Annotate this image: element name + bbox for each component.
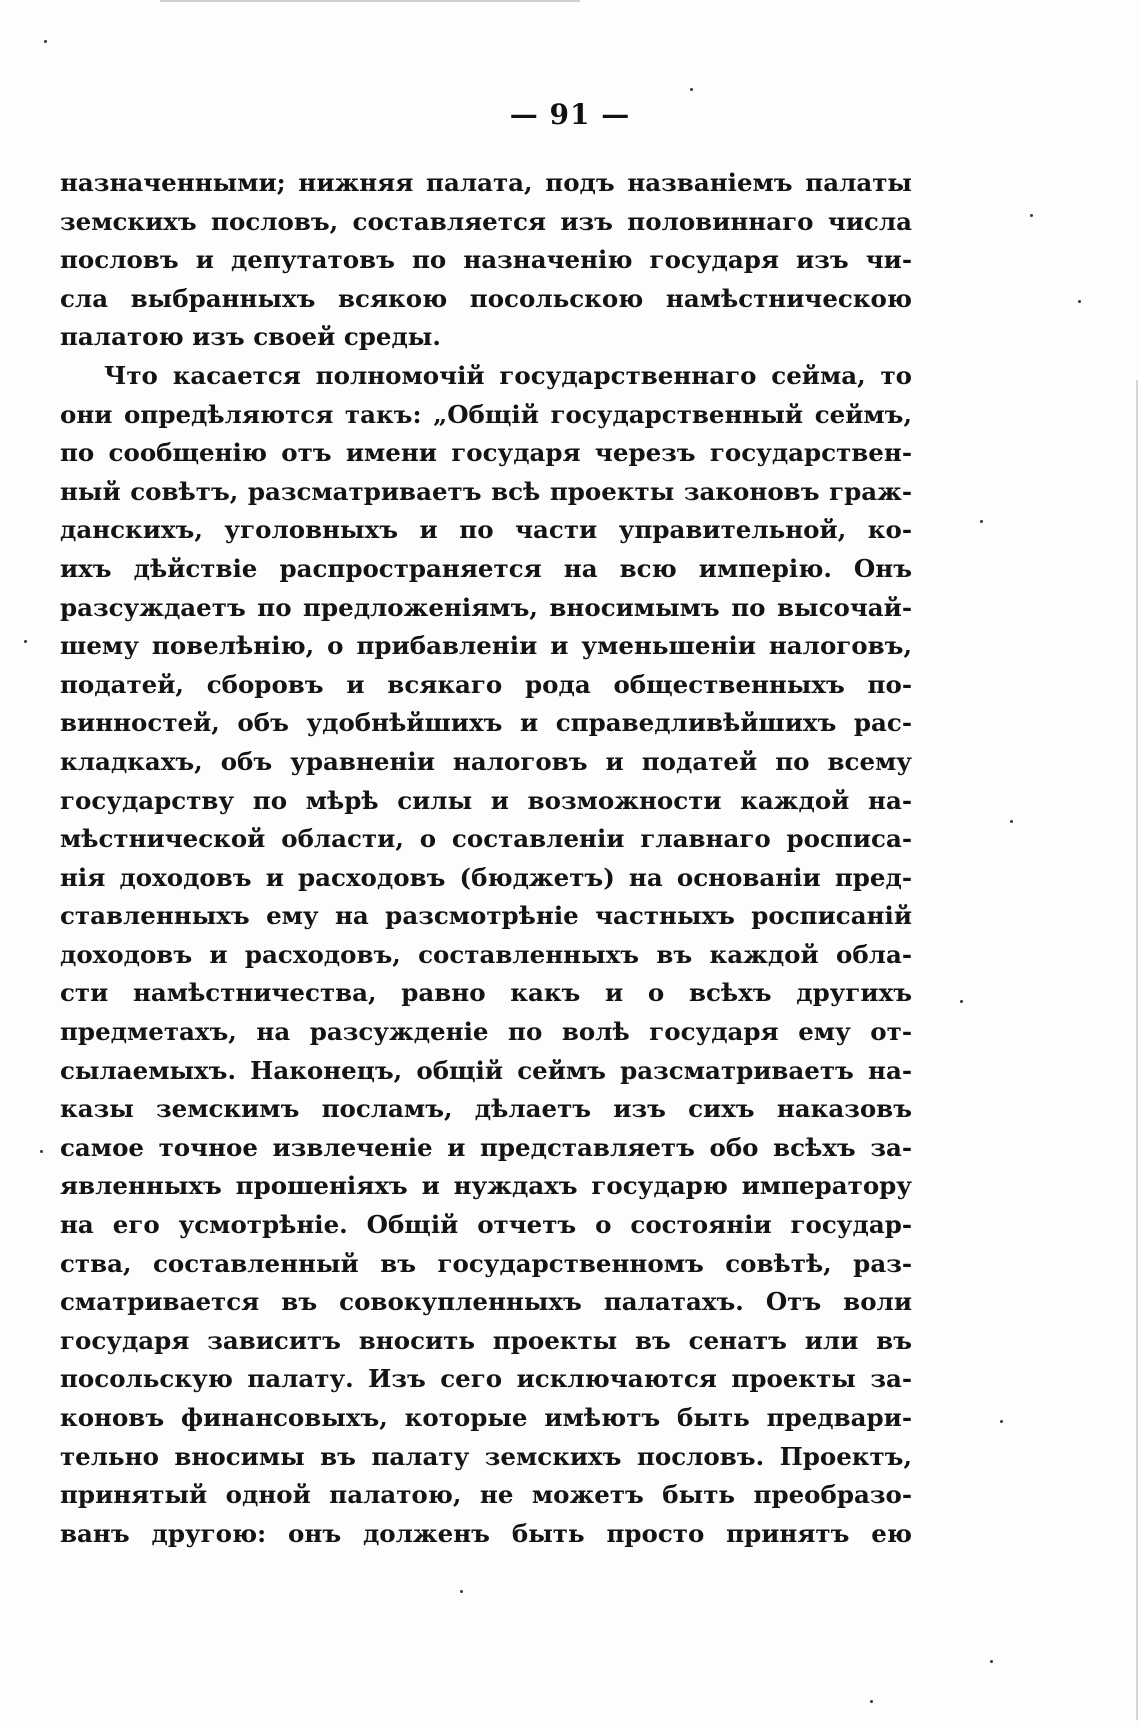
- scan-speck: [990, 1660, 993, 1663]
- page-right-edge: [1136, 380, 1138, 1720]
- text-line: ный совѣтъ, разсматриваетъ всѣ проекты законовъ граж-: [60, 476, 912, 506]
- text-line: земскихъ пословъ, составляется изъ половиннаго числа: [60, 206, 912, 236]
- text-line: государя зависитъ вносить проекты въ сенатъ или въ: [60, 1325, 912, 1355]
- text-line: коновъ финансовыхъ, которые имѣютъ быть предвари-: [60, 1403, 912, 1432]
- page-number: — 91 —: [509, 98, 631, 131]
- text-line: шему повелѣнію, о прибавленіи и уменьшеніи налоговъ,: [60, 631, 912, 661]
- text-line: ихъ дѣйствіе распространяется на всю имперію. Онъ: [60, 553, 912, 583]
- scan-speck: [44, 40, 47, 43]
- text-line: ставленныхъ ему на разсмотрѣніе частныхъ росписаній: [60, 901, 912, 931]
- scan-speck: [40, 1150, 43, 1153]
- text-line: нія доходовъ и расходовъ (бюджетъ) на основаніи пред-: [60, 862, 912, 892]
- text-line: сматривается въ совокупленныхъ палатахъ. Отъ воли: [60, 1287, 912, 1317]
- text-line: посольскую палату. Изъ сего исключаются проекты за-: [60, 1364, 912, 1394]
- text-line: винностей, объ удобнѣйшихъ и справедливѣйшихъ рас-: [60, 708, 912, 738]
- text-line: сла выбранныхъ всякою посольскою намѣстническою: [60, 283, 912, 313]
- text-line: явленныхъ прошеніяхъ и нуждахъ государю императору: [60, 1171, 912, 1201]
- scan-speck: [980, 520, 983, 523]
- text-line: мѣстнической области, о составленіи главнаго росписа-: [60, 824, 912, 854]
- text-line: пословъ и депутатовъ по назначенію государя изъ чи-: [60, 245, 912, 275]
- text-line: ства, составленный въ государственномъ совѣтѣ, раз-: [60, 1248, 912, 1278]
- scan-speck: [460, 1590, 463, 1593]
- scan-speck: [1010, 820, 1013, 823]
- scan-speck: [1078, 300, 1081, 303]
- text-line: назначенными; нижняя палата, подъ названіемъ палаты: [60, 168, 912, 197]
- text-line: по сообщенію отъ имени государя черезъ государствен-: [60, 438, 912, 468]
- body-text: [60, 164, 912, 1553]
- scan-speck: [690, 88, 693, 91]
- scan-speck: [1030, 214, 1033, 217]
- text-line: кладкахъ, объ уравненіи налоговъ и податей по всему: [60, 746, 912, 776]
- text-line: сти намѣстничества, равно какъ и о всѣхъ другихъ: [60, 978, 912, 1008]
- text-line: податей, сборовъ и всякаго рода общественныхъ по-: [60, 669, 912, 699]
- text-line: разсуждаетъ по предложеніямъ, вносимымъ по высочай-: [60, 592, 912, 622]
- scan-speck: [1000, 1420, 1003, 1423]
- scan-speck: [24, 640, 27, 643]
- text-line: принятый одной палатою, не можетъ быть преобразо-: [60, 1480, 912, 1510]
- scan-speck: [960, 1000, 963, 1003]
- text-line: ванъ другою: онъ долженъ быть просто принятъ ею: [60, 1518, 912, 1548]
- text-line: тельно вносимы въ палату земскихъ пословъ. Проектъ,: [60, 1441, 912, 1471]
- text-line: данскихъ, уголовныхъ и по части управительной, ко-: [60, 515, 912, 545]
- paragraph: [60, 357, 912, 1553]
- text-line: доходовъ и расходовъ, составленныхъ въ каждой обла-: [60, 939, 912, 969]
- text-line: Что касается полномочій государственнаго сейма, то: [104, 360, 912, 390]
- text-line: самое точное извлеченіе и представляетъ обо всѣхъ за-: [60, 1132, 912, 1162]
- text-line: казы земскимъ посламъ, дѣлаетъ изъ сихъ наказовъ: [60, 1094, 912, 1124]
- text-line: предметахъ, на разсужденіе по волѣ государя ему от-: [60, 1017, 912, 1047]
- text-line: сылаемыхъ. Наконецъ, общій сеймъ разсматриваетъ на-: [60, 1055, 912, 1085]
- scan-speck: [870, 1700, 873, 1703]
- text-line: палатою изъ своей среды.: [60, 322, 441, 352]
- text-line: они опредѣляются такъ: „Общій государственный сеймъ,: [60, 399, 912, 429]
- paragraph: [60, 164, 912, 357]
- text-line: государству по мѣрѣ силы и возможности каждой на-: [60, 785, 912, 815]
- page-top-edge: [160, 0, 580, 2]
- text-line: на его усмотрѣніе. Общій отчетъ о состояніи государ-: [60, 1210, 912, 1240]
